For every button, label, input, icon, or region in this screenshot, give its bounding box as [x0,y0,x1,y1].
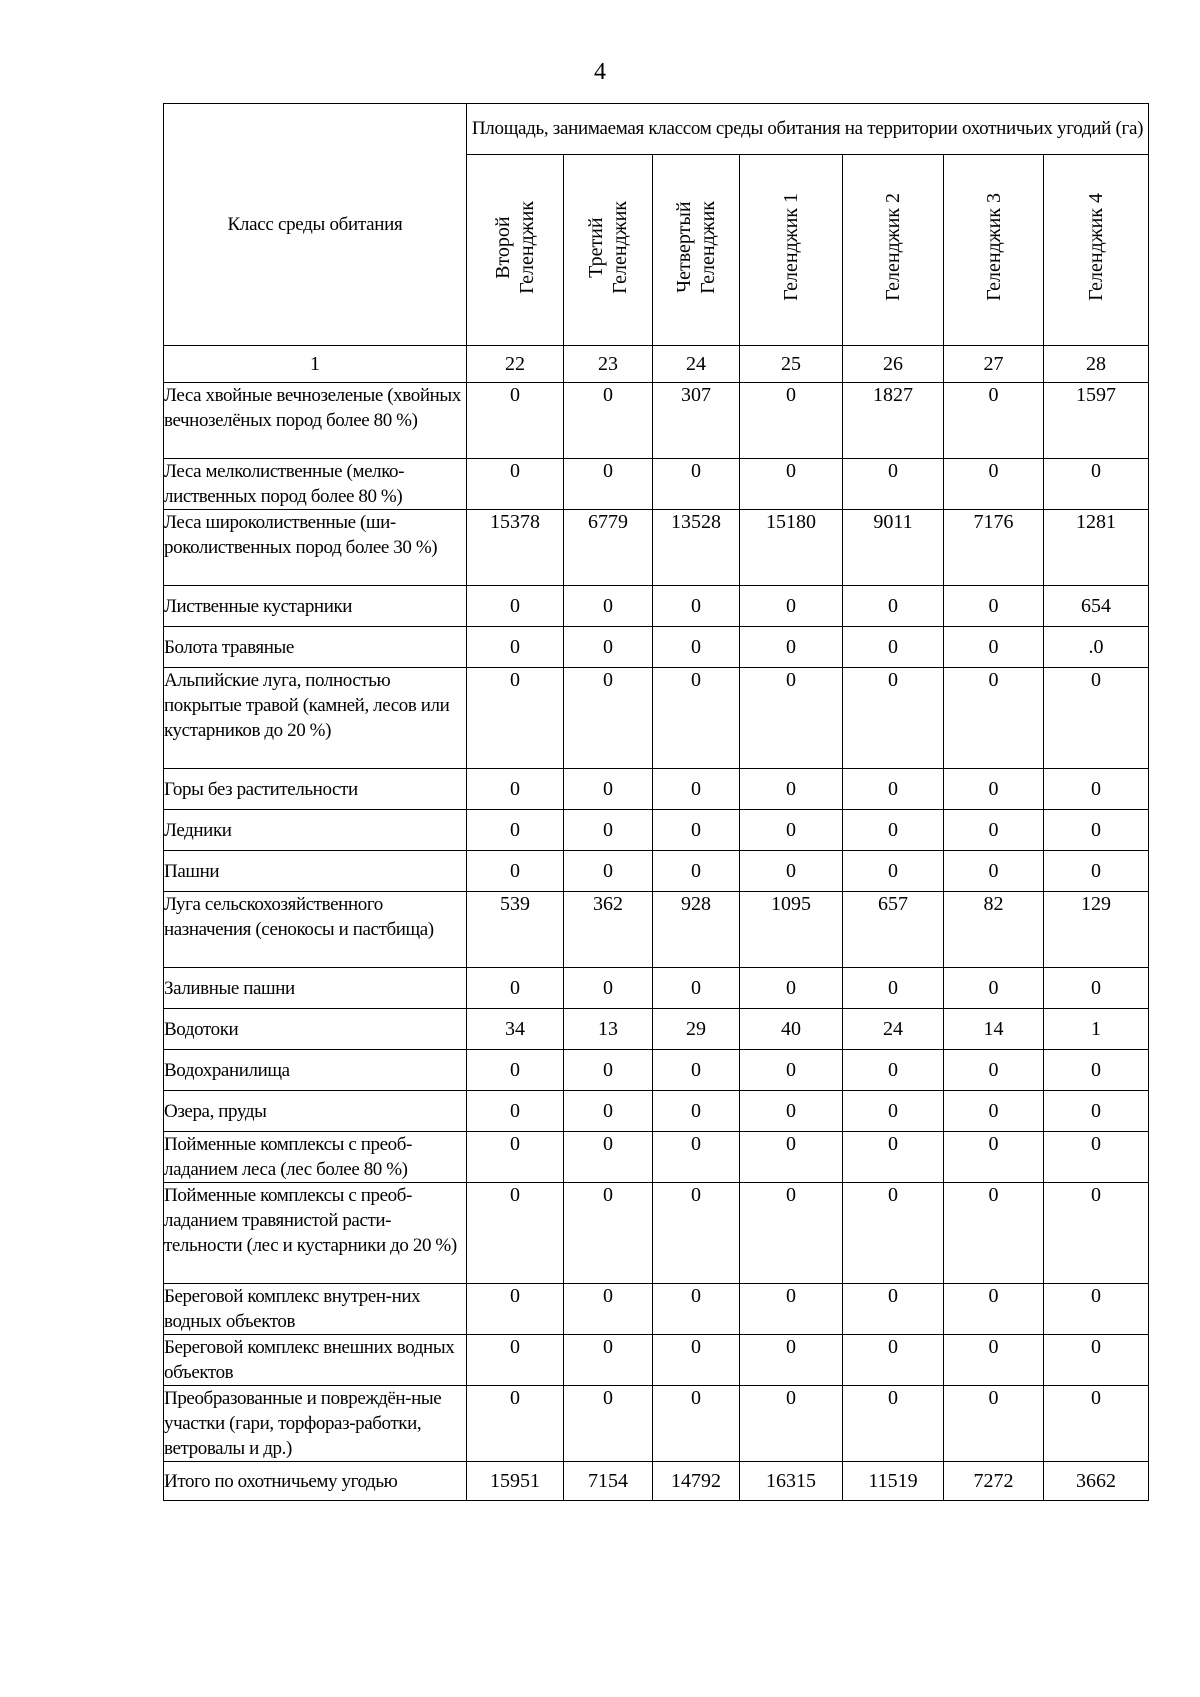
column-header [653,155,740,346]
area-value: 0 [564,627,653,668]
habitat-class-label: Болота травяные [164,627,467,668]
habitat-class-label: Ледники [164,810,467,851]
area-value: 0 [843,459,944,510]
area-value: 0 [740,1284,843,1335]
area-value: 0 [1044,968,1149,1009]
area-value: 0 [653,1050,740,1091]
table-row [164,383,1149,459]
area-value: 0 [740,968,843,1009]
area-value: 0 [740,810,843,851]
area-value: 0 [467,1091,564,1132]
habitat-class-label: Лиственные кустарники [164,586,467,627]
area-value: 15180 [740,510,843,586]
area-value: 0 [467,1284,564,1335]
area-value: 0 [564,1091,653,1132]
table-row [164,1386,1149,1462]
area-value: 0 [1044,668,1149,769]
area-value: 6779 [564,510,653,586]
area-value: 0 [564,586,653,627]
area-value: 0 [843,1284,944,1335]
table-row [164,1132,1149,1183]
area-value: 0 [1044,1183,1149,1284]
habitat-class-label: Береговой комплекс внешних водных объектов [164,1335,467,1386]
area-value: 0 [944,668,1044,769]
area-value: 0 [740,668,843,769]
column-header-line: Третий [585,216,607,278]
area-value: 0 [944,1183,1044,1284]
habitat-class-label: Береговой комплекс внутрен-них водных объектов [164,1284,467,1335]
area-group-header: Площадь, занимаемая классом среды обитания на территории охотничьих угодий (га) [467,104,1149,155]
table-row [164,1335,1149,1386]
table-row [164,810,1149,851]
area-value: 0 [740,627,843,668]
area-value: 0 [843,1050,944,1091]
area-value: 1827 [843,383,944,459]
area-value: 0 [740,459,843,510]
area-value: 0 [467,1335,564,1386]
column-header-line: Второй [492,215,514,279]
total-value: 14792 [653,1462,740,1501]
habitat-class-label: Пашни [164,851,467,892]
table-row [164,668,1149,769]
column-header [467,155,564,346]
area-value: 654 [1044,586,1149,627]
column-index: 26 [843,346,944,383]
column-header-line: Геленджик 1 [780,193,802,301]
area-value: 15378 [467,510,564,586]
area-value: 13528 [653,510,740,586]
column-header-line: Геленджик [697,200,719,294]
column-header-line: Геленджик [516,200,538,294]
habitat-class-label: Пойменные комплексы с преоб-ладанием травянистой расти-тельности (лес и кустарники до 20 %) [164,1183,467,1284]
total-row [164,1462,1149,1501]
area-value: 0 [740,1183,843,1284]
area-value: 0 [944,968,1044,1009]
area-value: 0 [653,1386,740,1462]
area-value: 0 [944,1335,1044,1386]
area-value: .0 [1044,627,1149,668]
area-value: 0 [1044,1386,1149,1462]
column-index: 22 [467,346,564,383]
area-value: 0 [653,810,740,851]
area-value: 0 [843,1183,944,1284]
table-row [164,586,1149,627]
column-index-row [164,346,1149,383]
area-value: 0 [740,1050,843,1091]
area-value: 0 [740,1386,843,1462]
area-value: 0 [843,810,944,851]
area-value: 0 [564,1335,653,1386]
table-row [164,1050,1149,1091]
habitat-class-label: Альпийские луга, полностью покрытые травой (камней, лесов или кустарников до 20 %) [164,668,467,769]
area-value: 0 [740,1335,843,1386]
habitat-class-label: Леса широколиственные (ши-роколиственных пород более 30 %) [164,510,467,586]
area-value: 0 [564,383,653,459]
habitat-class-label: Преобразованные и повреждён-ные участки (гари, торфораз-работки, ветровалы и др.) [164,1386,467,1462]
area-value: 0 [944,1284,1044,1335]
area-value: 129 [1044,892,1149,968]
habitat-class-label: Леса мелколиственные (мелко-лиственных пород более 80 %) [164,459,467,510]
area-value: 0 [944,1386,1044,1462]
area-value: 14 [944,1009,1044,1050]
column-index: 28 [1044,346,1149,383]
area-value: 0 [564,459,653,510]
area-value: 0 [653,851,740,892]
class-column-header: Класс среды обитания [164,104,467,346]
area-value: 0 [1044,1335,1149,1386]
area-value: 0 [944,586,1044,627]
area-value: 0 [467,1386,564,1462]
page-number: 4 [594,59,606,85]
area-value: 0 [467,1050,564,1091]
table-row [164,627,1149,668]
area-value: 0 [653,586,740,627]
area-value: 0 [944,1132,1044,1183]
area-value: 0 [467,810,564,851]
area-value: 0 [944,383,1044,459]
column-index: 24 [653,346,740,383]
column-index: 1 [164,346,467,383]
area-value: 24 [843,1009,944,1050]
area-value: 0 [740,769,843,810]
area-value: 0 [1044,1284,1149,1335]
area-value: 9011 [843,510,944,586]
column-index: 23 [564,346,653,383]
column-header-line: Геленджик 2 [882,193,904,301]
column-header-line: Геленджик [609,200,631,294]
habitat-area-table [163,103,1149,1501]
total-value: 7154 [564,1462,653,1501]
table-body [164,346,1149,1501]
area-value: 0 [467,586,564,627]
habitat-class-label: Озера, пруды [164,1091,467,1132]
habitat-class-label: Водотоки [164,1009,467,1050]
table-row [164,1091,1149,1132]
area-value: 7176 [944,510,1044,586]
area-value: 0 [740,1132,843,1183]
area-value: 0 [467,851,564,892]
area-value: 1 [1044,1009,1149,1050]
column-header [843,155,944,346]
area-value: 0 [843,769,944,810]
area-value: 0 [467,1183,564,1284]
column-header-line: Четвертый [673,201,695,293]
area-value: 0 [1044,810,1149,851]
table-row [164,892,1149,968]
habitat-class-label: Водохранилища [164,1050,467,1091]
area-value: 1095 [740,892,843,968]
habitat-class-label: Леса хвойные вечнозеленые (хвойных вечнозелёных пород более 80 %) [164,383,467,459]
area-value: 0 [843,1091,944,1132]
area-value: 0 [944,1050,1044,1091]
area-value: 0 [564,668,653,769]
column-index: 25 [740,346,843,383]
column-index: 27 [944,346,1044,383]
area-value: 13 [564,1009,653,1050]
area-value: 0 [1044,1091,1149,1132]
area-value: 0 [944,851,1044,892]
area-value: 0 [740,383,843,459]
area-value: 0 [944,459,1044,510]
area-value: 0 [467,769,564,810]
area-value: 0 [564,1183,653,1284]
area-value: 0 [467,459,564,510]
column-header-line: Геленджик 3 [982,193,1005,301]
area-value: 0 [843,851,944,892]
table-row [164,1183,1149,1284]
area-value: 0 [564,851,653,892]
total-value: 15951 [467,1462,564,1501]
habitat-class-label: Луга сельскохозяйственного назначения (сенокосы и пастбища) [164,892,467,968]
area-value: 0 [564,1132,653,1183]
table-row [164,459,1149,510]
area-value: 0 [1044,1132,1149,1183]
area-value: 0 [740,851,843,892]
area-value: 0 [843,1386,944,1462]
area-value: 40 [740,1009,843,1050]
area-value: 0 [843,1132,944,1183]
area-value: 0 [653,1091,740,1132]
column-header [740,155,843,346]
table-row [164,510,1149,586]
area-value: 0 [653,1284,740,1335]
area-value: 0 [944,1091,1044,1132]
area-value: 0 [653,1132,740,1183]
habitat-class-label: Заливные пашни [164,968,467,1009]
area-value: 0 [467,968,564,1009]
area-value: 0 [467,1132,564,1183]
area-value: 0 [564,1284,653,1335]
area-value: 539 [467,892,564,968]
habitat-class-label: Пойменные комплексы с преоб-ладанием леса (лес более 80 %) [164,1132,467,1183]
table-header [164,104,1149,346]
total-value: 16315 [740,1462,843,1501]
area-value: 0 [843,968,944,1009]
area-value: 0 [653,968,740,1009]
column-header [944,155,1044,346]
area-value: 0 [653,459,740,510]
area-value: 34 [467,1009,564,1050]
total-value: 11519 [843,1462,944,1501]
area-value: 0 [653,627,740,668]
area-value: 0 [653,769,740,810]
table-row [164,1009,1149,1050]
column-header [1044,155,1149,346]
table-row [164,851,1149,892]
area-value: 0 [653,668,740,769]
area-value: 0 [740,586,843,627]
area-value: 0 [564,1050,653,1091]
table-row [164,1284,1149,1335]
table-row [164,968,1149,1009]
area-value: 0 [653,1335,740,1386]
table-row [164,769,1149,810]
area-value: 0 [467,627,564,668]
total-value: 3662 [1044,1462,1149,1501]
habitat-class-label: Горы без растительности [164,769,467,810]
area-value: 0 [1044,459,1149,510]
area-value: 0 [467,383,564,459]
area-value: 0 [843,668,944,769]
area-value: 0 [740,1091,843,1132]
area-value: 0 [1044,851,1149,892]
area-value: 0 [564,1386,653,1462]
area-value: 307 [653,383,740,459]
area-value: 0 [564,769,653,810]
total-value: 7272 [944,1462,1044,1501]
area-value: 362 [564,892,653,968]
area-value: 0 [944,810,1044,851]
area-value: 657 [843,892,944,968]
area-value: 928 [653,892,740,968]
area-value: 1597 [1044,383,1149,459]
area-value: 0 [843,586,944,627]
area-value: 1281 [1044,510,1149,586]
column-header [564,155,653,346]
area-value: 0 [944,627,1044,668]
area-value: 29 [653,1009,740,1050]
area-value: 0 [944,769,1044,810]
area-value: 0 [843,627,944,668]
area-value: 0 [1044,769,1149,810]
area-value: 0 [653,1183,740,1284]
area-value: 0 [564,968,653,1009]
column-header-line: Геленджик 4 [1085,193,1107,301]
area-value: 0 [467,668,564,769]
total-label: Итого по охотничьему угодью [164,1462,467,1501]
area-value: 0 [1044,1050,1149,1091]
area-value: 0 [843,1335,944,1386]
area-value: 82 [944,892,1044,968]
area-value: 0 [564,810,653,851]
